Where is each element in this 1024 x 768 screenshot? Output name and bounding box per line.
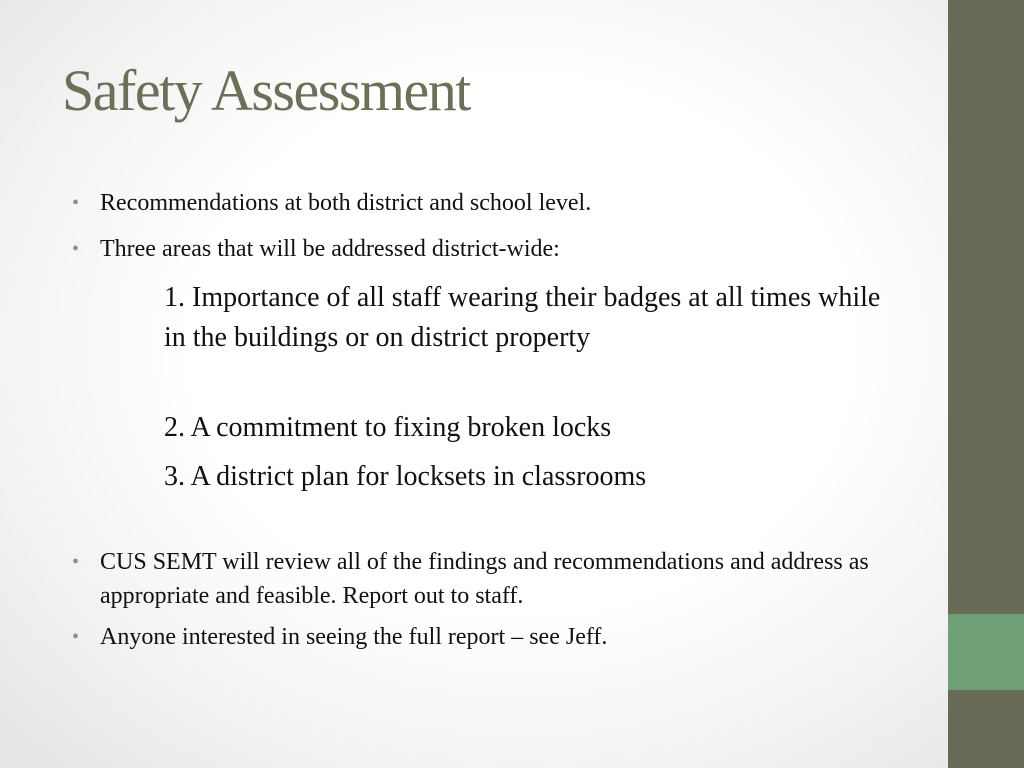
numbered-item: 1. Importance of all staff wearing their badges at all times while in the buildings or on district property	[164, 282, 881, 353]
numbered-item: 3. A district plan for locksets in classrooms	[164, 461, 647, 492]
bullet-text: CUS SEMT will review all of the findings and recommendations and address as appropriate and feasible. Report out to staff.	[100, 549, 869, 609]
bullet-item	[72, 545, 900, 613]
bullet-dot-icon: •	[72, 192, 80, 214]
bullet-text: Three areas that will be addressed district-wide:	[100, 236, 560, 262]
decorative-side-accent	[948, 614, 1024, 690]
slide-title: Safety Assessment	[62, 58, 470, 123]
bullet-dot-icon: •	[72, 238, 80, 260]
bullet-text: Anyone interested in seeing the full report – see Jeff.	[100, 624, 608, 650]
bullet-dot-icon: •	[72, 551, 80, 573]
bullet-item	[72, 620, 900, 654]
bullet-item	[72, 232, 900, 266]
bullet-text: Recommendations at both district and school level.	[100, 190, 592, 216]
numbered-item: 2. A commitment to fixing broken locks	[164, 412, 612, 443]
bullet-item	[72, 186, 900, 220]
bullet-dot-icon: •	[72, 626, 80, 648]
